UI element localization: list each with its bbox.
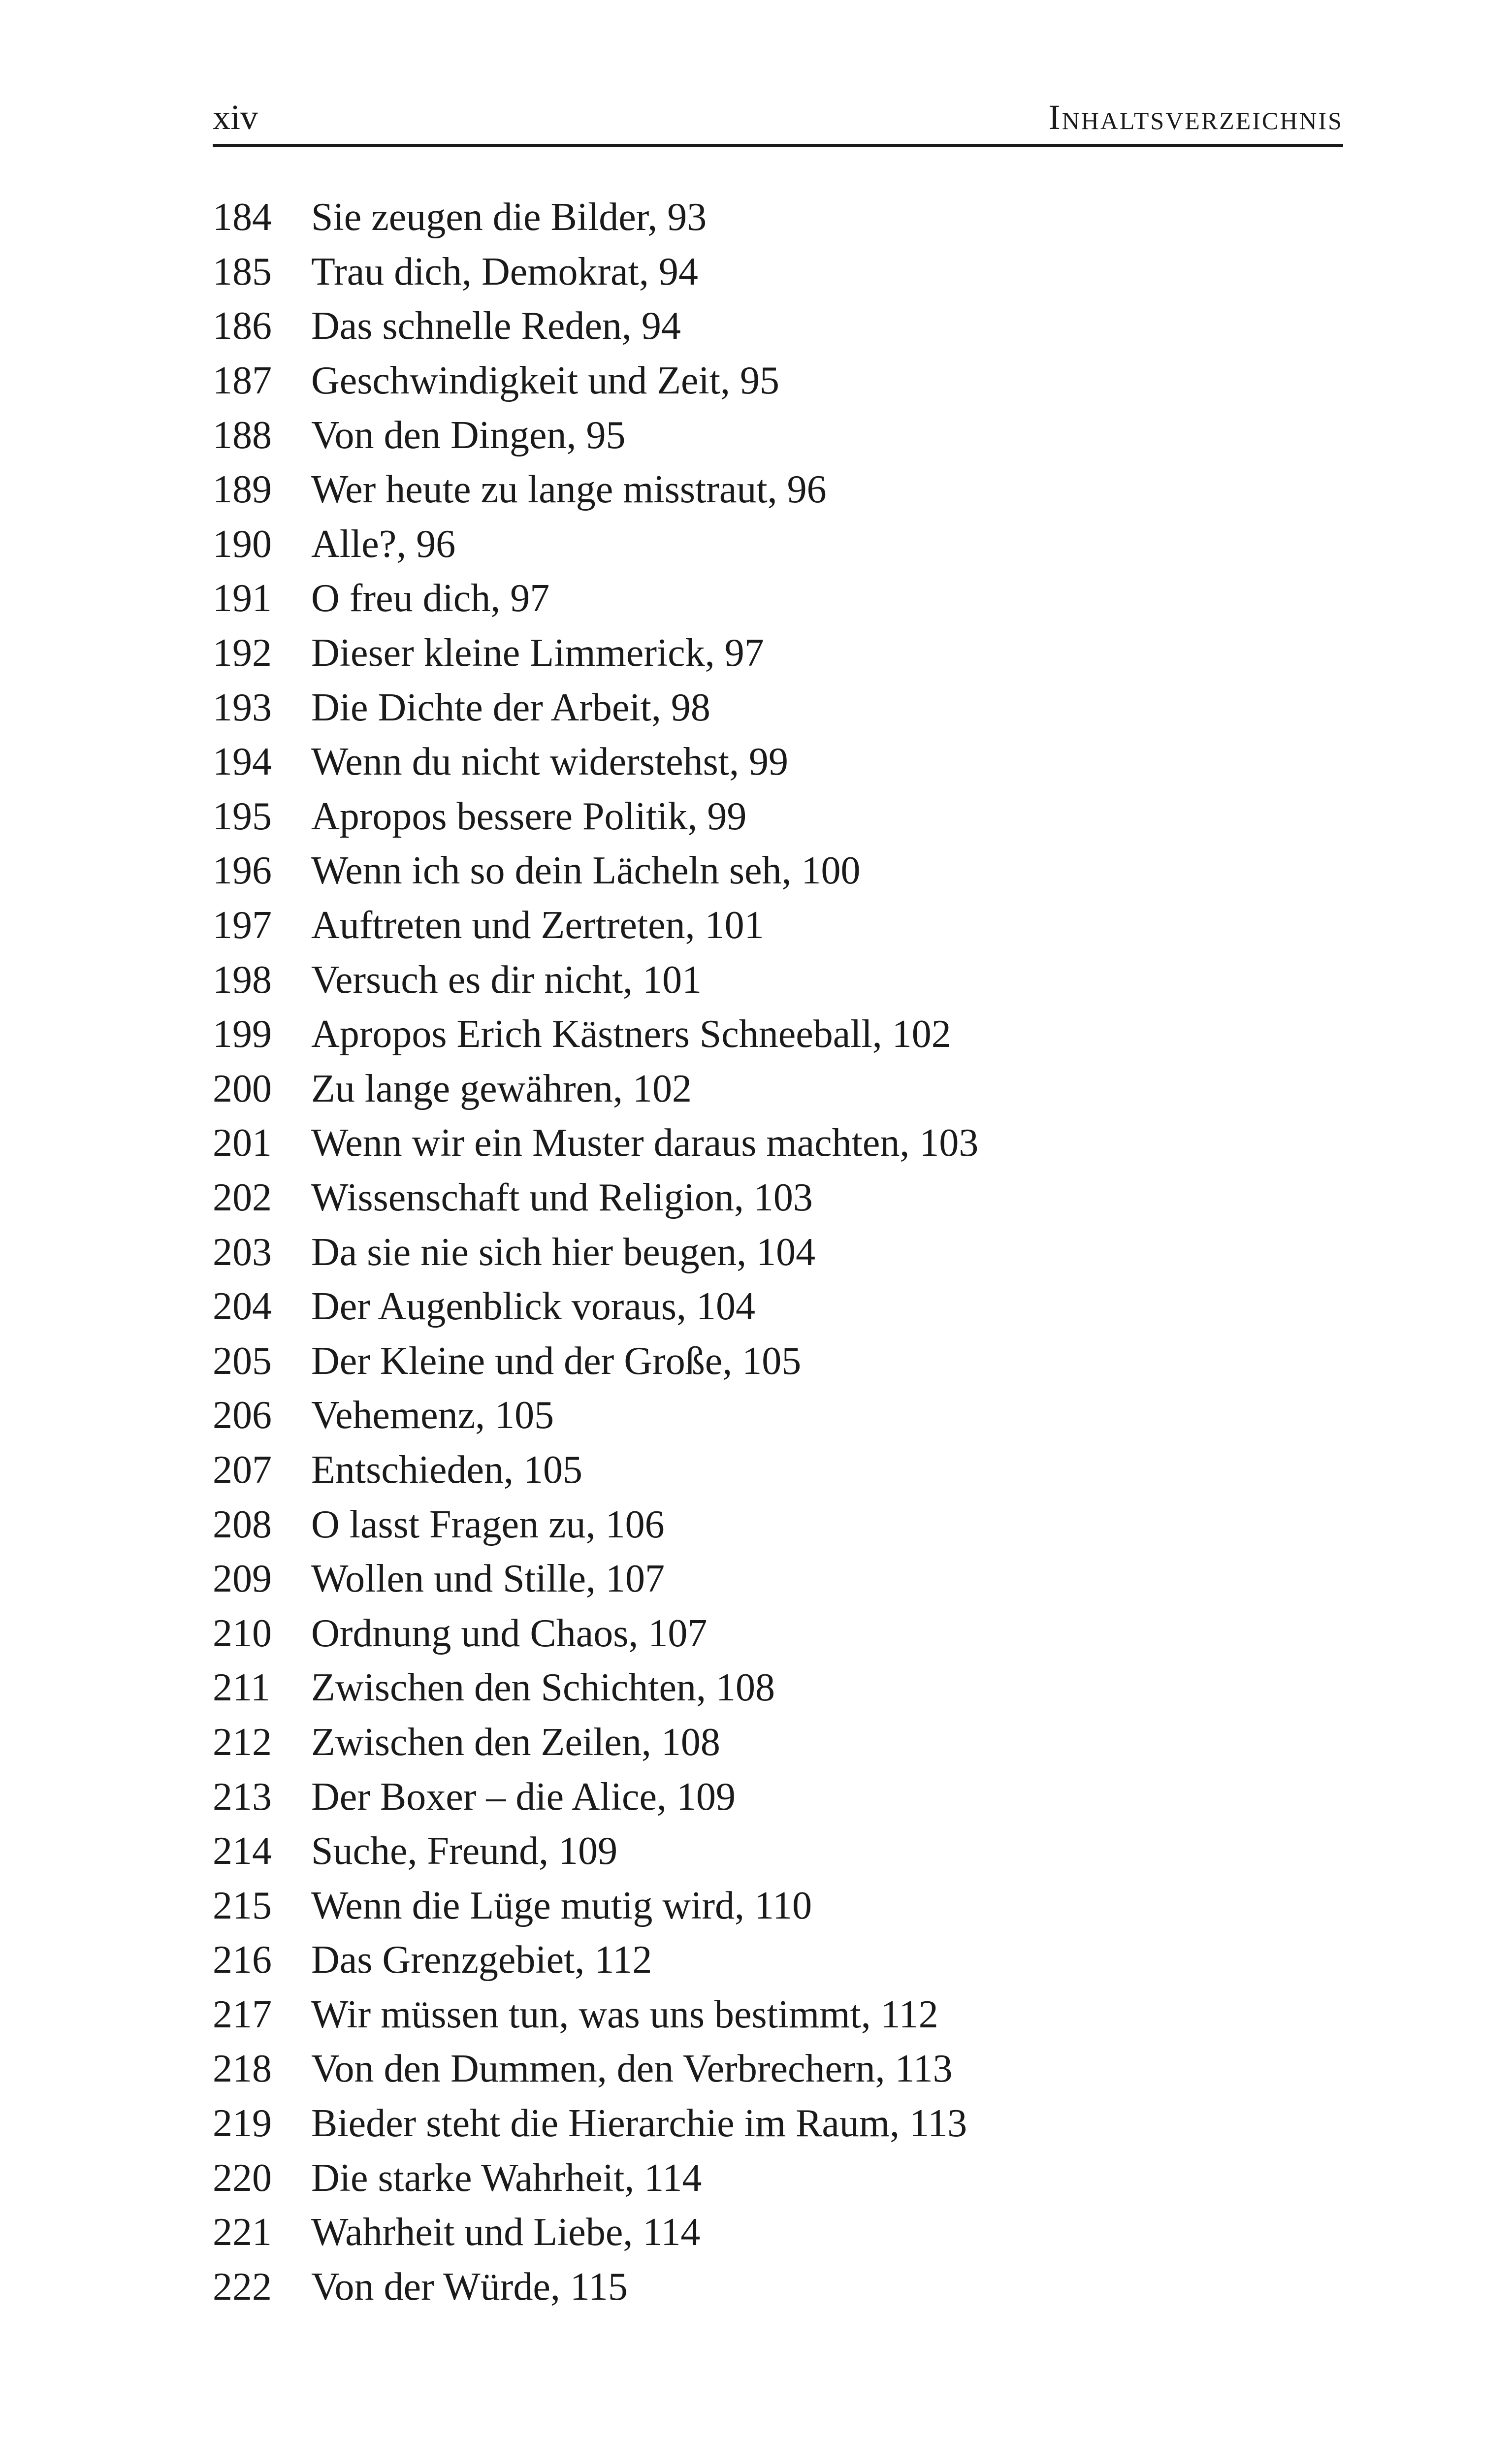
toc-entry-number: 210 [213,1611,272,1655]
toc-entry-number: 185 [213,250,272,293]
toc-entry [213,680,1343,735]
toc-entry-number: 209 [213,1557,272,1601]
page-header [213,89,1343,147]
toc-entry-number: 215 [213,1884,272,1927]
toc-entry-number: 205 [213,1339,272,1383]
toc-entry [213,1824,1343,1879]
toc-entry-number: 198 [213,958,272,1002]
toc-entry-title: Wenn du nicht widerstehst, 99 [311,740,788,784]
toc-entry-title: Wenn wir ein Muster daraus machten, 103 [311,1121,979,1165]
toc-entry-title: Da sie nie sich hier beugen, 104 [311,1230,816,1274]
toc-entry [213,2150,1343,2205]
toc-entry [213,789,1343,844]
toc-entry [213,1007,1343,1062]
toc-entry-title: Die Dichte der Arbeit, 98 [311,685,710,729]
toc-entry-title: Zwischen den Schichten, 108 [311,1666,775,1710]
toc-entry [213,2260,1343,2314]
toc-entry-number: 207 [213,1448,272,1492]
toc-entry-number: 187 [213,359,272,403]
toc-entry-title: Versuch es dir nicht, 101 [311,958,702,1002]
toc-entry [213,2096,1343,2151]
toc-entry-title: Der Boxer – die Alice, 109 [311,1775,736,1819]
toc-entry [213,190,1343,245]
toc-entry-number: 188 [213,413,272,457]
toc-entry-number: 191 [213,577,272,620]
toc-entry-title: Wahrheit und Liebe, 114 [311,2211,701,2254]
toc-entry [213,844,1343,898]
toc-entry [213,2042,1343,2096]
toc-entry-title: Wissenschaft und Religion, 103 [311,1175,813,1219]
toc-entry [213,1062,1343,1116]
toc-entry [213,1878,1343,1933]
toc-entry [213,1769,1343,1824]
toc-entry [213,299,1343,354]
toc-entry-number: 202 [213,1175,272,1219]
toc-entry-number: 196 [213,849,272,893]
toc-entry [213,1661,1343,1715]
toc-entry-title: Wenn die Lüge mutig wird, 110 [311,1884,812,1927]
toc-entry-number: 193 [213,685,272,729]
toc-entry [213,898,1343,953]
toc-entry [213,517,1343,572]
toc-entry-number: 184 [213,195,272,239]
toc-entry-title: O lasst Fragen zu, 106 [311,1502,665,1546]
toc-entry [213,1606,1343,1661]
toc-entry [213,408,1343,462]
toc-entry [213,245,1343,299]
toc-entry [213,1225,1343,1279]
toc-entry-title: Das schnelle Reden, 94 [311,304,681,348]
toc-entry-number: 219 [213,2102,272,2146]
toc-entry-number: 222 [213,2265,272,2309]
toc-entry-number: 206 [213,1394,272,1437]
toc-entry [213,462,1343,517]
toc-entry-number: 189 [213,468,272,512]
toc-entry-title: Wer heute zu lange misstraut, 96 [311,468,827,512]
toc-entry [213,1388,1343,1443]
toc-entry-number: 199 [213,1012,272,1056]
table-of-contents [213,190,1343,2314]
toc-entry [213,1933,1343,1987]
toc-entry-title: Entschieden, 105 [311,1448,582,1492]
toc-entry-title: Zwischen den Zeilen, 108 [311,1720,720,1764]
toc-entry-number: 201 [213,1121,272,1165]
toc-entry-title: Von den Dummen, den Verbrechern, 113 [311,2047,953,2091]
toc-entry [213,2205,1343,2260]
toc-entry [213,735,1343,789]
toc-entry-title: Der Augenblick voraus, 104 [311,1285,756,1329]
toc-entry-title: Wir müssen tun, was uns bestimmt, 112 [311,1992,938,2036]
toc-entry-number: 203 [213,1230,272,1274]
toc-entry-title: Dieser kleine Limmerick, 97 [311,631,764,675]
toc-entry-number: 211 [213,1666,271,1710]
toc-entry-number: 194 [213,740,272,784]
toc-entry-number: 216 [213,1938,272,1982]
toc-entry [213,1279,1343,1334]
toc-entry [213,1334,1343,1388]
toc-entry [213,1552,1343,1606]
toc-entry-number: 190 [213,522,272,566]
toc-entry-title: Bieder steht die Hierarchie im Raum, 113 [311,2102,967,2146]
toc-entry-number: 186 [213,304,272,348]
running-title: Inhaltsverzeichnis [1048,98,1343,137]
toc-entry [213,1116,1343,1171]
page-number: xiv [213,98,258,137]
toc-entry-title: Vehemenz, 105 [311,1394,554,1437]
toc-entry-title: Von der Würde, 115 [311,2265,628,2309]
toc-entry-number: 192 [213,631,272,675]
toc-entry-number: 204 [213,1285,272,1329]
toc-entry-number: 197 [213,904,272,947]
toc-entry-number: 218 [213,2047,272,2091]
toc-entry-title: Auftreten und Zertreten, 101 [311,904,764,947]
toc-entry-number: 213 [213,1775,272,1819]
toc-entry [213,952,1343,1007]
toc-entry-title: Ordnung und Chaos, 107 [311,1611,708,1655]
toc-entry [213,1987,1343,2042]
toc-entry-number: 212 [213,1720,272,1764]
toc-entry-title: Wollen und Stille, 107 [311,1557,665,1601]
toc-entry-number: 214 [213,1829,272,1873]
toc-entry-number: 200 [213,1067,272,1110]
toc-entry-title: Die starke Wahrheit, 114 [311,2156,702,2200]
toc-entry-title: Trau dich, Demokrat, 94 [311,250,698,293]
toc-entry-title: Wenn ich so dein Lächeln seh, 100 [311,849,861,893]
toc-entry-title: Sie zeugen die Bilder, 93 [311,195,707,239]
toc-entry-title: Alle?, 96 [311,522,456,566]
toc-entry-title: Der Kleine und der Große, 105 [311,1339,802,1383]
toc-entry-title: O freu dich, 97 [311,577,550,620]
toc-entry [213,1497,1343,1552]
toc-entry [213,1443,1343,1498]
toc-entry-title: Apropos bessere Politik, 99 [311,794,747,838]
toc-entry [213,354,1343,408]
toc-entry-title: Von den Dingen, 95 [311,413,626,457]
toc-entry [213,571,1343,626]
toc-entry-number: 221 [213,2211,272,2254]
toc-entry [213,1171,1343,1225]
toc-entry-title: Zu lange gewähren, 102 [311,1067,692,1110]
toc-entry-number: 195 [213,794,272,838]
toc-entry-title: Geschwindigkeit und Zeit, 95 [311,359,779,403]
toc-entry-number: 217 [213,1992,272,2036]
toc-entry-number: 208 [213,1502,272,1546]
toc-entry-title: Suche, Freund, 109 [311,1829,618,1873]
toc-entry-title: Apropos Erich Kästners Schneeball, 102 [311,1012,951,1056]
toc-entry [213,1715,1343,1770]
toc-entry-number: 220 [213,2156,272,2200]
toc-entry-title: Das Grenzgebiet, 112 [311,1938,652,1982]
toc-entry [213,626,1343,681]
